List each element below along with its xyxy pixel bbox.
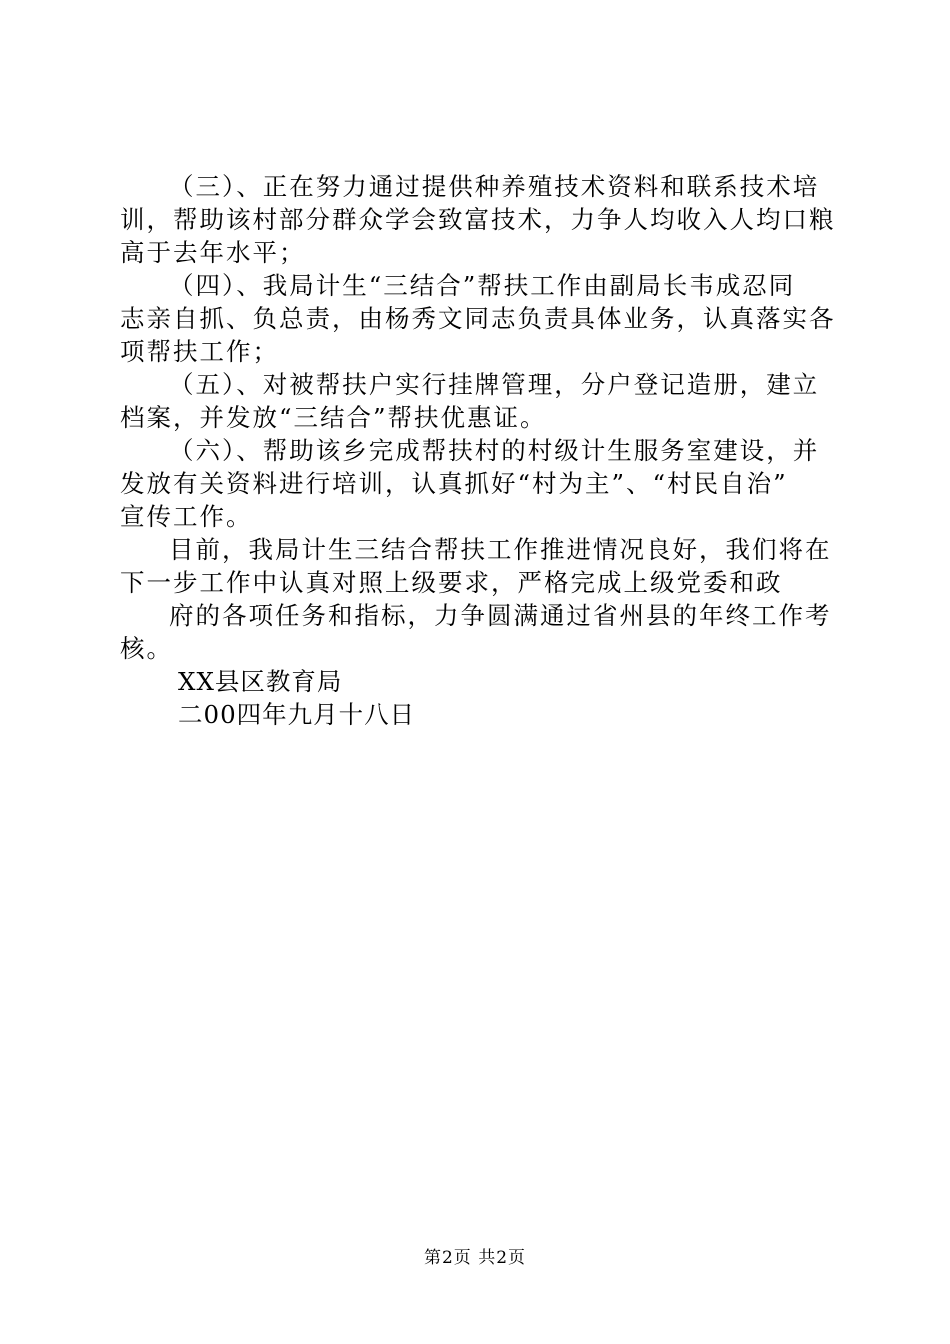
paragraph-line: 下一步工作中认真对照上级要求，严格完成上级党委和政 [120, 568, 783, 597]
paragraph-line: 宣传工作。 [120, 502, 253, 531]
page-footer: 第2页 共2页 [423, 1248, 527, 1268]
paragraph-line: 训，帮助该村部分群众学会致富技术，力争人均收入人均口粮 [120, 205, 836, 234]
paragraph-4 [120, 269, 840, 368]
paragraph-line: 高于去年水平； [120, 238, 306, 267]
paragraph-line: 目前，我局计生三结合帮扶工作推进情况良好，我们将在 [169, 535, 832, 564]
paragraph-3 [120, 170, 840, 269]
paragraph-line: 府的各项任务和指标，力争圆满通过省州县的年终工作考 [169, 601, 832, 630]
paragraph-line: 志亲自抓、负总责，由杨秀文同志负责具体业务，认真落实各 [120, 304, 836, 333]
paragraph-line: （五）、对被帮扶户实行挂牌管理，分户登记造册，建立 [169, 370, 820, 399]
paragraph-line: （三）、正在努力通过提供种养殖技术资料和联系技术培 [169, 172, 820, 201]
paragraph-line: （四）、我局计生“三结合”帮扶工作由副局长韦成忍同 [169, 271, 796, 300]
paragraph-line: 项帮扶工作； [120, 337, 279, 366]
paragraph-5 [120, 368, 840, 434]
paragraph-line: （六）、帮助该乡完成帮扶村的村级计生服务室建设，并 [169, 436, 820, 465]
paragraph-line: 发放有关资料进行培训，认真抓好“村为主”、“村民自治” [120, 469, 788, 498]
signature-date: 二00四年九月十八日 [178, 700, 416, 729]
paragraph-6 [120, 434, 840, 533]
paragraph-summary-continued [120, 599, 840, 665]
signature-organization: XX县区教育局 [178, 667, 343, 696]
paragraph-summary [120, 533, 840, 599]
paragraph-line: 档案，并发放“三结合”帮扶优惠证。 [120, 403, 547, 432]
paragraph-line: 核。 [120, 634, 173, 663]
document-body [120, 170, 840, 731]
